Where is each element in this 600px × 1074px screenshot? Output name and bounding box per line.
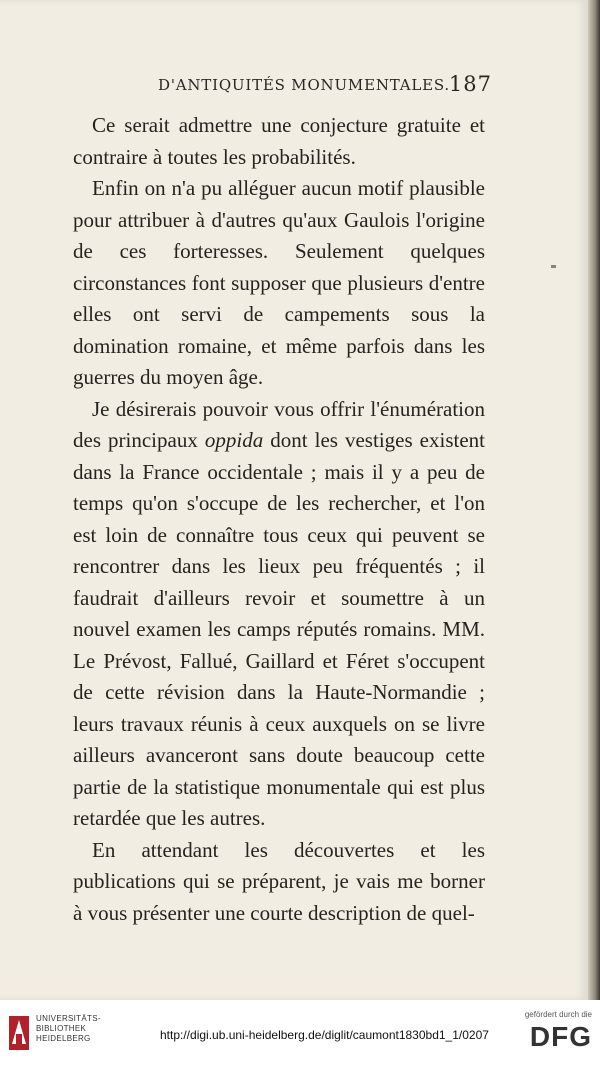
running-header bbox=[158, 72, 492, 96]
dfg-sponsor-logo[interactable] bbox=[502, 1010, 592, 1064]
dfg-logo-text: DFG bbox=[529, 1021, 592, 1052]
viewer-footer bbox=[0, 1000, 600, 1074]
text-run: Enfin on n'a pu alléguer aucun motif plausible pour attribuer à d'autres qu'aux Gaulois l'origine de ces forteresses. Seulement quelques circonstances font supposer que plusieurs d'entre elles ont servi de campements sous la domination romaine, et même parfois dans les guerres du moyen âge. bbox=[73, 176, 485, 389]
text-run: Ce serait admettre une conjecture gratuite et contraire à toutes les probabilités. bbox=[73, 113, 485, 169]
text-run: Je désirerais pouvoir vous offrir l'énumération des principaux bbox=[73, 396, 485, 452]
paragraph bbox=[73, 394, 485, 835]
permalink-url[interactable]: http://digi.ub.uni-heidelberg.de/diglit/caumont1830bd1_1/0207 bbox=[160, 1028, 489, 1042]
paragraph bbox=[73, 110, 485, 173]
paragraph bbox=[73, 835, 485, 930]
text-run: dont les vestiges existent dans la France occidentale ; mais il y a peu de temps qu'on s'occupe de les rechercher, et l'on est loin de connaître tous ceux qui peuvent se rencontrer dans les lieux peu fréquentés ; il faudrait d'ailleurs revoir et soumettre à un nouvel examen les camps réputés romains. MM. Le Prévost, Fallué, Gaillard et Féret s'occupent de cette révision dans la Haute-Normandie ; leurs travaux réunis à ceux auxquels on se livre ailleurs avanceront sans doute beaucoup cette partie de la statistique monumentale qui est plus retardée que les autres. bbox=[73, 428, 485, 830]
italic-term: oppida bbox=[204, 428, 264, 452]
library-name: UNIVERSITÄTS- BIBLIOTHEK HEIDELBERG bbox=[36, 1014, 101, 1043]
sponsor-caption: gefördert durch die bbox=[524, 1010, 592, 1019]
university-library-logo[interactable] bbox=[8, 1010, 128, 1060]
running-title: D'ANTIQUITÉS MONUMENTALES. bbox=[158, 76, 450, 94]
text-run: En attendant les découvertes et les publications qui se préparent, je vais me borner à vous présenter une courte description de quel- bbox=[73, 837, 485, 925]
page-number: 187 bbox=[448, 72, 492, 96]
paragraph bbox=[73, 173, 485, 394]
body-text bbox=[73, 110, 485, 929]
heidelberg-seal-icon bbox=[8, 1014, 30, 1052]
paper-speck bbox=[551, 265, 556, 268]
page-edge bbox=[588, 0, 600, 1000]
